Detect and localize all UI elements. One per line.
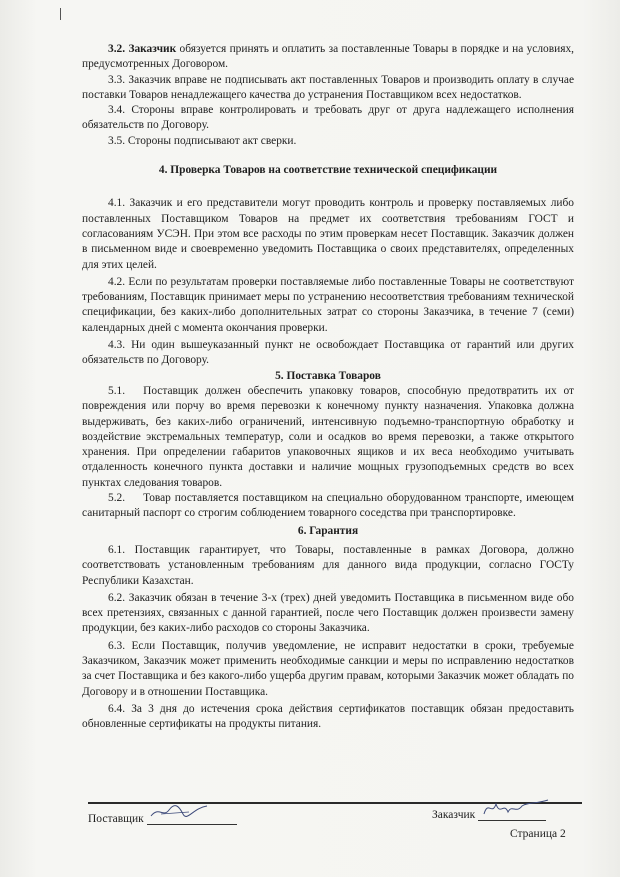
clause-4-2: 4.2. Если по результатам проверки поставляемые либо поставленные Товары не соответствуют требованиям, Поставщик принимает меры по устранению несоответствия требованиям технической спецификации, без каких-либо дополнительных затрат со стороны Заказчика, в течение 7 (семи) календарных дней с момента окончания проверки. <box>82 275 574 334</box>
customer-label: Заказчик <box>432 809 476 821</box>
clause-3-2-text: обязуется принять и оплатить за поставленные Товары в порядке и на условиях, предусмотренных Договором. <box>82 43 574 71</box>
customer-signature-line <box>478 808 546 821</box>
section-5-title: 5. Поставка Товаров <box>275 369 381 382</box>
clause-5-2-text: Товар поставляется поставщиком на специально оборудованном транспорте, имеющем санитарный паспорт со строгим соблюдением товарного соседства при транспортировке. <box>82 492 574 520</box>
supplier-signature-scribble <box>149 802 209 822</box>
clause-5-1-number: 5.1. <box>108 384 126 397</box>
signature-footer <box>82 798 582 843</box>
clause-5-1-text: Поставщик должен обеспечить упаковку товаров, способную предотвратить их от повреждения или порчу во время перевозки к конечному пункту назначения. Упаковка должна выдерживать, без каких-либо ограничений, интенсивную подъемно-транспортную обработку и воздействие экстремальных температур, соли и осадков во время перевозки, а также открытого хранения. При определении габаритов упаковочных ящиков и их веса необходимо учитывать отдаленность конечного пункта доставки и наличие мощных грузоподъемных средств во всех пунктах следования товаров. <box>82 384 574 489</box>
customer-signature-scribble <box>480 798 550 820</box>
document-body <box>82 42 574 732</box>
supplier-signature-block <box>88 812 237 825</box>
supplier-label: Поставщик <box>88 813 144 825</box>
clause-5-2-number: 5.2. <box>108 492 126 505</box>
clause-4-1: 4.1. Заказчик и его представители могут проводить контроль и проверку поставляемых либо поставленных Поставщиком Товаров на предмет их соответствия требованиям ГОСТ и согласованиям УСЭН. При этом все расходы по этим проверкам несет Поставщик. Заказчик должен в письменном виде и своевременно уведомить Поставщика о своих представителях, определенных для этих целей. <box>82 197 574 271</box>
clause-5-1 <box>82 384 574 491</box>
clause-3-2 <box>82 42 574 73</box>
clause-5-2 <box>82 491 574 522</box>
clause-3-5: 3.5. Стороны подписывают акт сверки. <box>108 134 297 147</box>
section-4-title: 4. Проверка Товаров на соответствие технической спецификации <box>158 164 498 177</box>
clause-3-3: 3.3. Заказчик вправе не подписывать акт поставленных Товаров и производить оплату в случае поставки Товаров ненадлежащего качества до устранения Поставщиком всех недостатков. <box>82 73 574 101</box>
section-6-title: 6. Гарантия <box>297 524 359 537</box>
clause-3-4: 3.4. Стороны вправе контролировать и требовать друг от друга надлежащего исполнения обязательств по Договору. <box>82 104 574 132</box>
customer-signature-block <box>432 808 546 821</box>
scan-mark <box>60 8 61 20</box>
clause-6-4: 6.4. За 3 дня до истечения срока действия сертификатов поставщик обязан предоставить обновленные сертификаты на продукты питания. <box>82 702 574 731</box>
page-number: Страница 2 <box>510 828 566 840</box>
clause-3-2-number: 3.2. <box>108 43 126 55</box>
clause-6-1: 6.1. Поставщик гарантирует, что Товары, поставленные в рамках Договора, должно соответствовать установленным требованиям для данного вида продукции, согласно ГОСТу Республики Казахстан. <box>82 543 574 587</box>
clause-4-3: 4.3. Ни один вышеуказанный пункт не освобождает Поставщика от гарантий или других обязательств по Договору. <box>82 339 574 367</box>
clause-6-3: 6.3. Если Поставщик, получив уведомление, не исправит недостатки в сроки, требуемые Заказчиком, Заказчик может применить необходимые санкции и меры по исправлению недостатков за счет Поставщика и без какого-либо ущерба другим правам, которыми Заказчик может обладать по Договору и в отношении Поставщика. <box>82 639 574 698</box>
supplier-signature-line <box>147 812 237 825</box>
clause-3-2-subject: Заказчик <box>128 43 177 55</box>
clause-6-2: 6.2. Заказчик обязан в течение 3-х (трех) дней уведомить Поставщика в письменном виде обо всех претензиях, связанных с данной гарантией, после чего Поставщик должен произвести замену продукции, без каких-либо расходов со стороны Заказчика. <box>82 591 574 635</box>
